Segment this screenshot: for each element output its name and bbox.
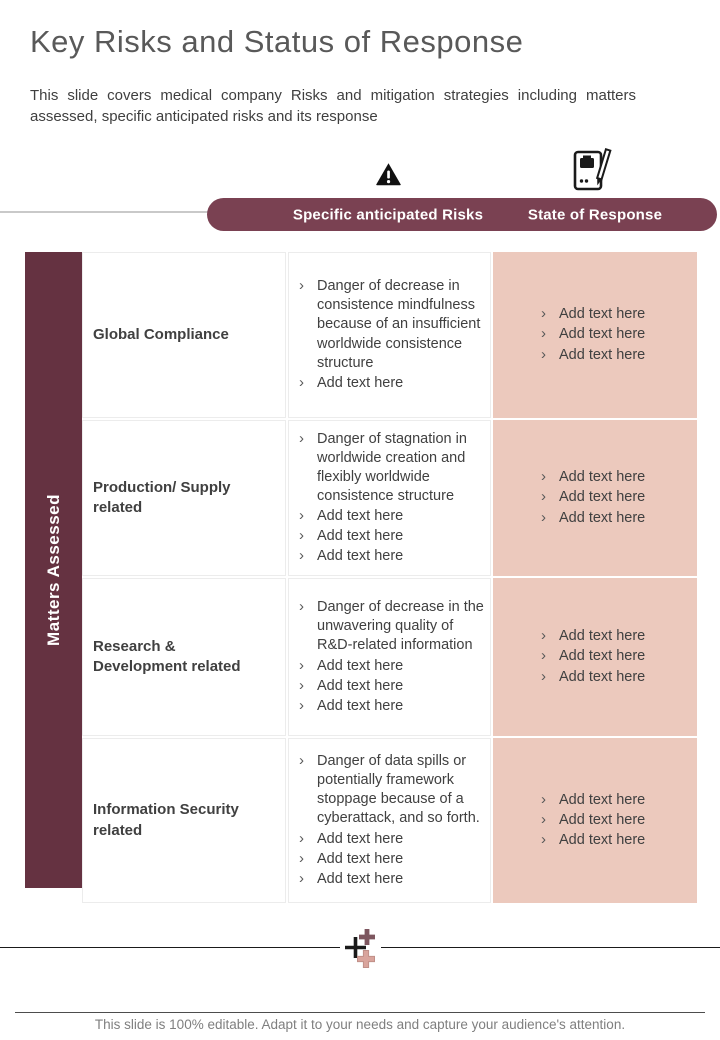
response-item: › Add text here: [537, 488, 697, 507]
response-item: › Add text here: [537, 811, 697, 830]
header-divider-line: [0, 211, 208, 213]
column-header-response: State of Response: [527, 206, 663, 223]
risk-item: › Add text here: [295, 527, 486, 546]
risk-item: › Add text here: [295, 657, 486, 676]
matter-label: Research & Development related: [93, 637, 241, 675]
risk-item: › Add text here: [295, 547, 486, 566]
response-item: › Add text here: [537, 668, 697, 687]
response-item: › Add text here: [537, 305, 697, 324]
risk-item: › Add text here: [295, 850, 486, 869]
document-edit-icon: [571, 147, 613, 194]
risk-item: › Add text here: [295, 870, 486, 889]
matters-assessed-label: Matters Assessed: [43, 494, 63, 646]
plus-icon: [356, 949, 376, 969]
risk-table: [82, 252, 697, 903]
matters-assessed-bar: [25, 252, 82, 888]
table-row-responses: [493, 420, 697, 576]
risk-item: › Add text here: [295, 374, 486, 393]
slide-subtitle: This slide covers medical company Risks and mitigation strategies including matters assessed, specific anticipated risks and its response: [30, 87, 636, 125]
response-item: › Add text here: [537, 831, 697, 850]
table-row-risks: [288, 578, 491, 736]
table-row-responses: [493, 578, 697, 736]
table-row-responses: [493, 738, 697, 903]
footer-note: This slide is 100% editable. Adapt it to your needs and capture your audience's attention.: [94, 1017, 626, 1032]
table-row-risks: [288, 420, 491, 576]
table-row-matter: [82, 252, 286, 418]
bottom-divider-right: [381, 947, 720, 948]
column-header-risks: Specific anticipated Risks: [292, 206, 484, 223]
table-header-pill: [207, 198, 717, 231]
footer-divider-line: [15, 1012, 705, 1013]
table-row-risks: [288, 738, 491, 903]
risk-item: › Add text here: [295, 830, 486, 849]
response-item: › Add text here: [537, 647, 697, 666]
matter-label: Information Security related: [93, 801, 239, 839]
risk-item: › Danger of stagnation in worldwide creation and flexibly worldwide consistence structure: [295, 430, 486, 507]
table-row-matter: [82, 420, 286, 576]
response-item: › Add text here: [537, 509, 697, 528]
table-row-risks: [288, 252, 491, 418]
table-row-matter: [82, 738, 286, 903]
risk-item: › Danger of decrease in the unwavering quality of R&D-related information: [295, 598, 486, 655]
response-item: › Add text here: [537, 468, 697, 487]
risk-item: › Add text here: [295, 697, 486, 716]
risk-item: › Danger of decrease in consistence mindfulness because of an insufficient worldwide consistence structure: [295, 277, 486, 373]
response-item: › Add text here: [537, 627, 697, 646]
matter-label: Production/ Supply related: [93, 478, 231, 516]
risk-item: › Danger of data spills or potentially framework stoppage because of a cyberattack, and so forth.: [295, 752, 486, 829]
response-item: › Add text here: [537, 346, 697, 365]
response-item: › Add text here: [537, 791, 697, 810]
table-row-matter: [82, 578, 286, 736]
table-row-responses: [493, 252, 697, 418]
response-item: › Add text here: [537, 325, 697, 344]
plus-icon: [358, 928, 376, 946]
risk-item: › Add text here: [295, 677, 486, 696]
slide-title: Key Risks and Status of Response: [30, 24, 524, 59]
bottom-divider-left: [0, 947, 340, 948]
warning-triangle-icon: [375, 161, 402, 188]
matter-label: Global Compliance: [93, 325, 229, 343]
risk-item: › Add text here: [295, 507, 486, 526]
